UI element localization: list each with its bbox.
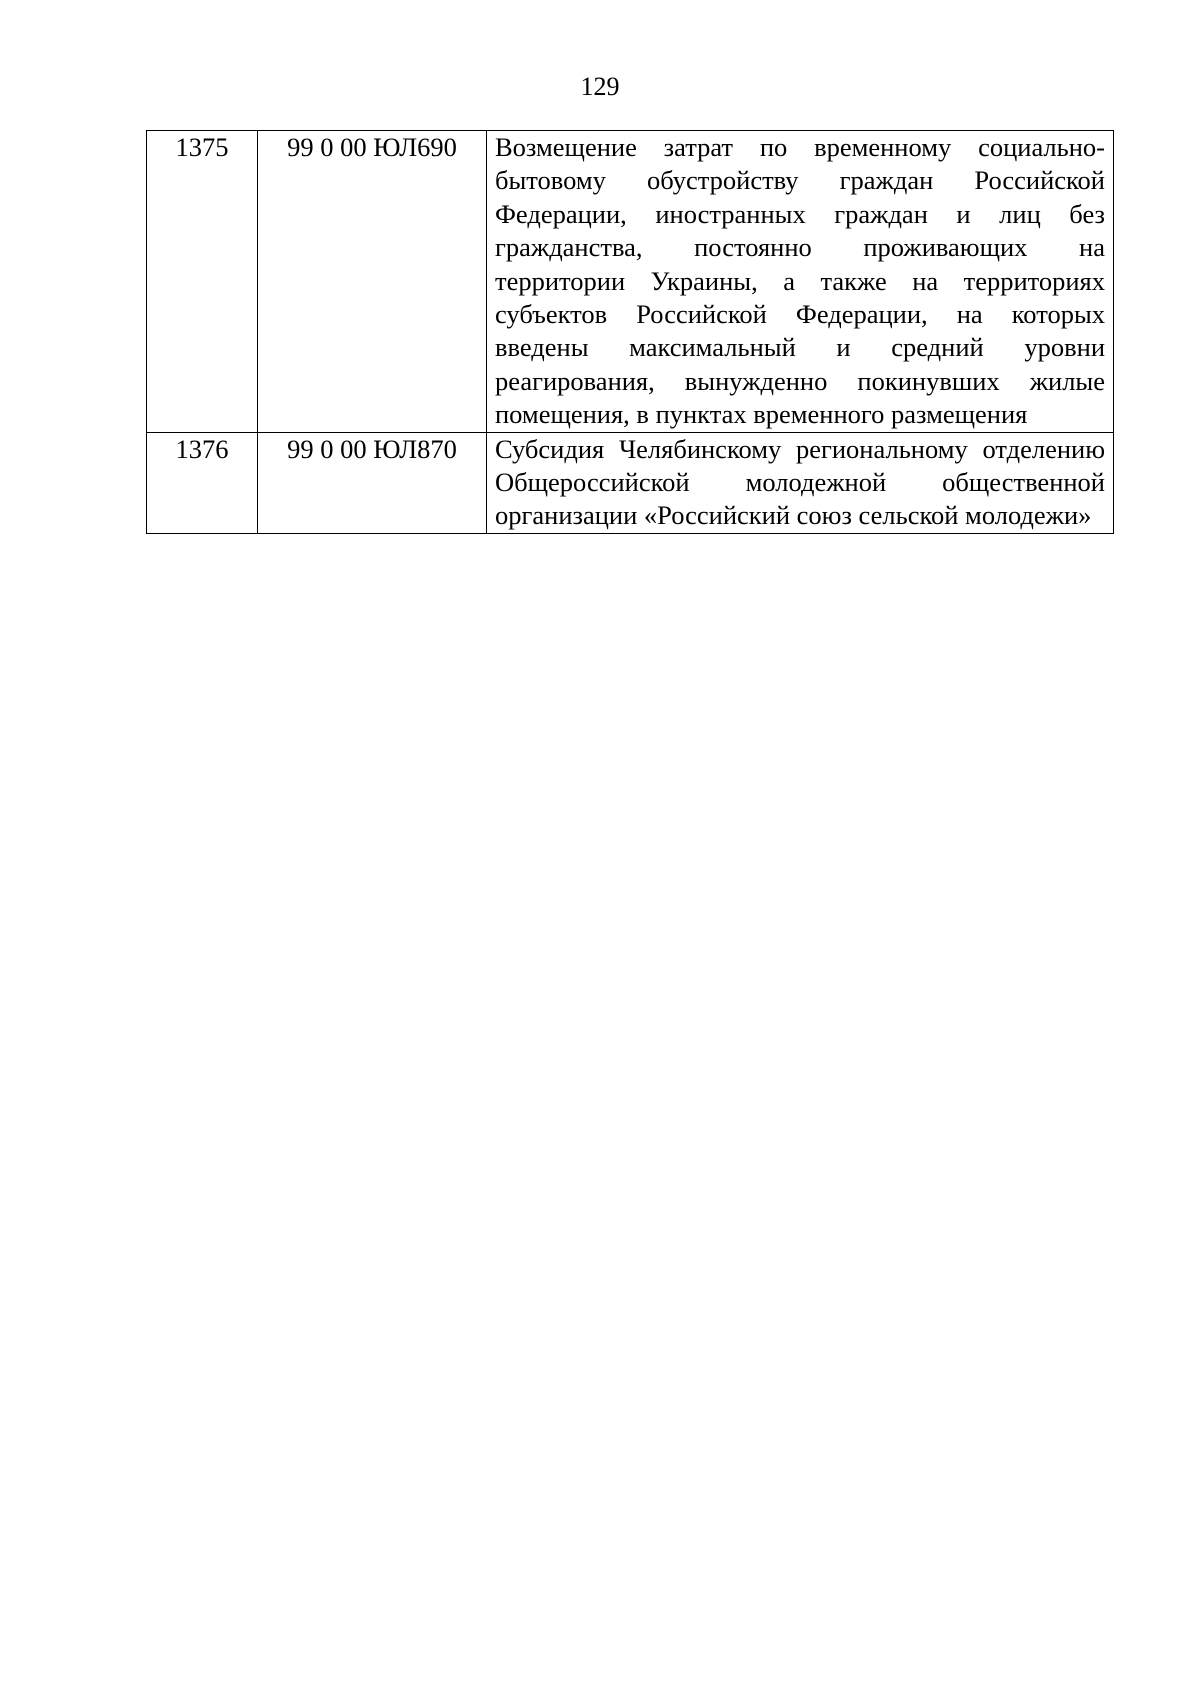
budget-code-cell: 99 0 00 ЮЛ870: [258, 432, 487, 533]
row-number-cell: 1375: [147, 131, 258, 433]
row-number-cell: 1376: [147, 432, 258, 533]
description-cell: Субсидия Челябинскому региональному отделению Общероссийской молодежной общественной организации «Российский союз сельской молодежи»: [487, 432, 1114, 533]
budget-code-cell: 99 0 00 ЮЛ690: [258, 131, 487, 433]
table-row: [147, 131, 1114, 433]
page-number: 129: [580, 72, 620, 101]
budget-code-table: [146, 130, 1114, 534]
description-cell: Возмещение затрат по временному социально-бытовому обустройству граждан Российской Федерации, иностранных граждан и лиц без гражданства, постоянно проживающих на территории Украины, а также на территориях субъектов Российской Федерации, на которых введены максимальный и средний уровни реагирования, вынужденно покинувших жилые помещения, в пунктах временного размещения: [487, 131, 1114, 433]
table-row: [147, 432, 1114, 533]
